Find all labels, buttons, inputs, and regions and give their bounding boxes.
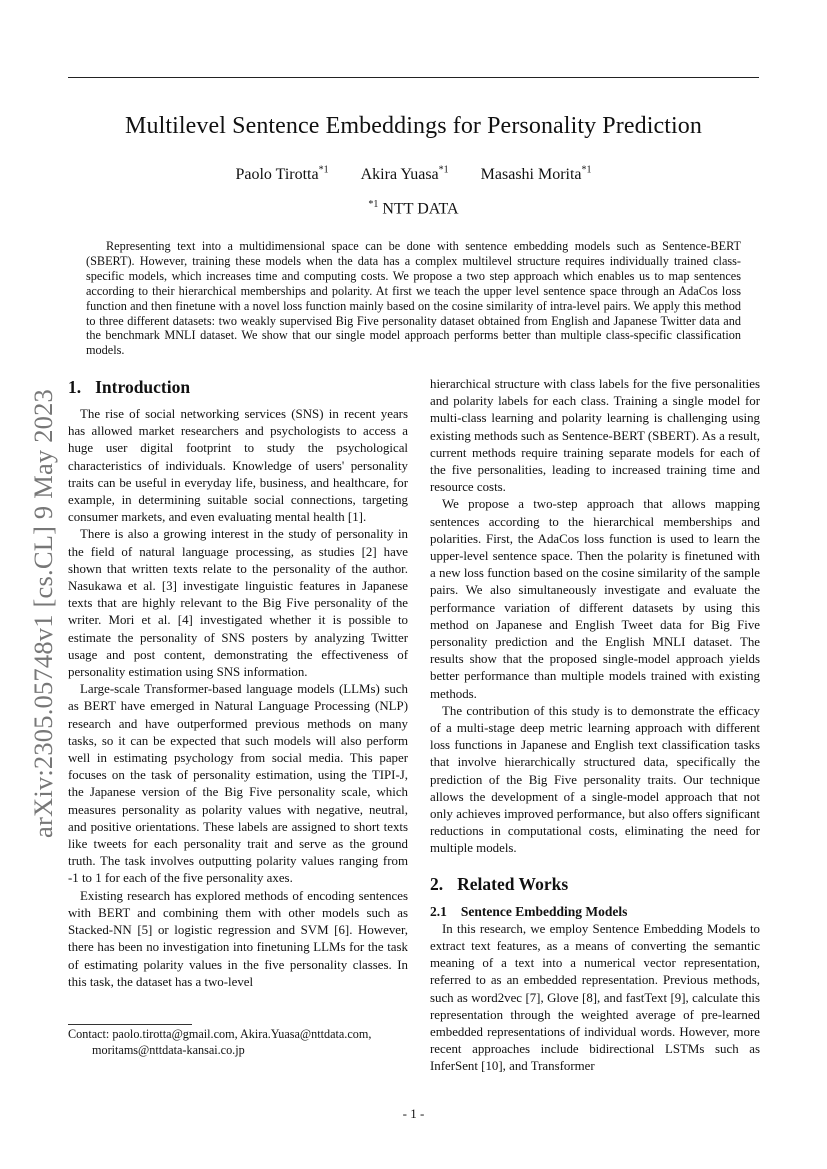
paragraph: We propose a two-step approach that allows mapping sentences according to the hierarchical memberships and polarities. First, the AdaCos loss function is used to learn the upper-level sentence space. Then the polarity is finetuned with a new loss function based on the cosine similarity of the sample pairs. We also simultaneously investigate and evaluate the performance variation of different datasets by using this method on Japanese and English Tweet data for Big Five personality prediction and the English MNLI dataset. The results show that the proposed single-model approach yields better performance than multiple models trained with existing methods. <box>430 497 760 701</box>
page-number: - 1 - <box>402 1106 425 1121</box>
footnote-line: Contact: paolo.tirotta@gmail.com, Akira.Yuasa@nttdata.com, <box>68 1027 372 1041</box>
section-heading-introduction <box>68 376 408 398</box>
paragraph: In this research, we employ Sentence Embedding Models to extract text features, as a means of converting the semantic meaning of a text into a numerical vector representation, referred to as an embedded representation. Previous methods, such as word2vec [7], Glove [8], and fastText [9], calculate this representation through the weighted average of pre-learned embedded representations of individual words. However, more recent approaches include bidirectional LSTMs such as InferSent [10], and Transformer <box>430 921 760 1074</box>
footnote-rule <box>68 1024 192 1025</box>
subsection-number: 2.1 <box>430 903 447 919</box>
author <box>235 166 328 183</box>
affiliation <box>0 199 827 218</box>
author <box>361 166 449 183</box>
author <box>481 166 592 183</box>
section-number: 1. <box>68 377 82 397</box>
paragraph: The contribution of this study is to demonstrate the efficacy of a multi-stage deep metric learning approach with different loss functions in Japanese and English text classification tasks that involve hierarchically structured data, specifically the prediction of the Big Five personality traits. Our technique allows the development of a single-model approach that not only achieves improved performance, but also offers significant reductions in computational costs, eliminating the need for multiple models. <box>430 703 760 856</box>
section-heading-related-works <box>430 873 760 895</box>
section-title: Introduction <box>95 377 191 397</box>
author-affil-mark: *1 <box>438 165 449 176</box>
author-name: Masashi Morita <box>480 166 582 184</box>
abstract: Representing text into a multidimensional space can be done with sentence embedding models such as Sentence-BERT (SBERT). However, training these models when the data has a complex multilevel structure requires individually trained class-specific models, which increases time and computing costs. We propose a two step approach which enables us to map sentences according to their hierarchical memberships and polarity. At first we teach the upper level sentence space through an AdaCos loss function and then finetune with a novel loss function mainly based on the cosine similarity of intra-level pairs. We apply this method to three different datasets: two weakly supervised Big Five personality dataset obtained from English and Japanese Twitter data and the benchmark MNLI dataset. We show that our single model approach performs better than multiple class-specific classification models. <box>86 239 741 358</box>
section-title: Related Works <box>457 873 569 894</box>
subsection-title: Sentence Embedding Models <box>460 903 628 919</box>
section-number: 2. <box>430 873 444 894</box>
author-list <box>0 165 827 184</box>
section-spacer <box>430 858 760 873</box>
author-name: Akira Yuasa <box>360 166 439 184</box>
paragraph: Large-scale Transformer-based language models (LLMs) such as BERT have emerged in Natural Language Processing (NLP) research and have outperformed previous methods on many tasks, so it can be expected that such models will also perform well in estimating psychology from social media. This paper focuses on the task of personality estimation, using the TIPI-J, the Japanese version of the Big Five personality scale, which measures personality as polarity values with negative, neutral, and positive orientations. These labels are assigned to short texts like tweets for each personality trait and serve as the ground truth. The task involves outputting polarity values ranging from -1 to 1 for each of the five personality axes. <box>68 682 408 886</box>
author-name: Paolo Tirotta <box>235 166 319 184</box>
subsection-heading <box>430 903 760 921</box>
paragraph: The rise of social networking services (SNS) in recent years has allowed market researchers and psychologists to access a huge user digital footprint to study the psychological characteristics of individuals. Knowledge of users' personality traits can be useful in everyday life, business, and healthcare, for example, in determining suitable social connections, targeting consumer markets, and even evaluating mental health [1]. <box>68 407 408 525</box>
contact-footnote <box>68 1027 413 1058</box>
footnote-line: moritams@nttdata-kansai.co.jp <box>92 1042 245 1057</box>
affiliation-name: NTT DATA <box>382 200 459 218</box>
author-affil-mark: *1 <box>318 165 329 176</box>
paragraph: Existing research has explored methods of encoding sentences with BERT and combining them with other models such as Stacked-NN [5] or logistic regression and SVM [6]. However, there has been no investigation into finetuning LLMs for the task of estimating polarity values in the five personality classes. In this task, the dataset has a two-level <box>68 888 408 989</box>
header-rule <box>68 77 759 78</box>
paragraph: hierarchical structure with class labels for the five personalities and polarity labels for each class. Training a single model for multi-class learning and polarity learning is challenging using existing methods such as Sentence-BERT (SBERT). As a result, current methods require training separate models for each of the five personalities, leading to increased training time and resource costs. <box>430 377 760 495</box>
arxiv-stamp: arXiv:2305.05748v1 [cs.CL] 9 May 2023 <box>28 388 58 838</box>
author-affil-mark: *1 <box>581 165 592 176</box>
affiliation-mark: *1 <box>368 199 379 210</box>
paragraph: There is also a growing interest in the study of personality in the field of natural language processing, as studies [2] have shown that written texts relate to the personality of the author. Nasukawa et al. [3] investigate linguistic features in Japanese texts that are highly relevant to the Big Five personality of the writer. Mori et al. [4] investigated whether it is possible to estimate the personality of SNS posters by analyzing Twitter usage and post content, demonstrating the effectiveness of personality estimation using SNS information. <box>68 527 408 680</box>
left-column <box>68 376 408 991</box>
right-column <box>430 376 760 1076</box>
paper-title: Multilevel Sentence Embeddings for Personality Prediction <box>125 113 702 139</box>
